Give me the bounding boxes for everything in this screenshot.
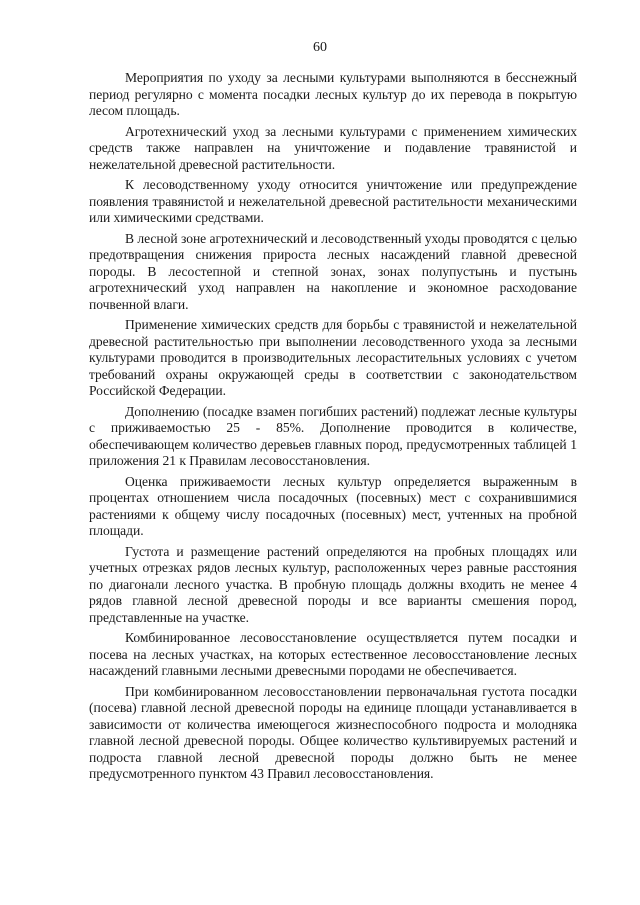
document-body [89, 70, 577, 787]
paragraph-7: Оценка приживаемости лесных культур определяется выраженным в процентах отношением числа посадочных (посевных) мест с сохранившимися растениями к общему числу посадочных (посевных) мест, учтенных на пробной площади. [89, 473, 577, 538]
paragraph-9: Комбинированное лесовосстановление осуществляется путем посадки и посева на лесных участках, на которых естественное лесовосстановление лесных насаждений главными лесными древесными породами не обеспечивается. [89, 630, 577, 678]
paragraph-1: Мероприятия по уходу за лесными культурами выполняются в бесснежный период регулярно с момента посадки лесных культур до их перевода в покрытую лесом площадь. [89, 70, 577, 118]
paragraph-4: В лесной зоне агротехнический и лесоводственный уходы проводятся с целью предотвращения снижения прироста лесных насаждений главной древесной породы. В лесостепной и степной зонах, зонах полупустынь и пустынь агротехнический уход направлен на накопление и экономное расходование почвенной влаги. [89, 230, 577, 312]
page-number: 60 [313, 40, 327, 55]
paragraph-8: Густота и размещение растений определяются на пробных площадях или учетных отрезках рядов лесных культур, расположенных через равные расстояния по диагонали лесного участка. В пробную площадь должны входить не менее 4 рядов главной лесной древесной породы и все варианты смешения пород, представленные на участке. [89, 543, 577, 625]
paragraph-2: Агротехнический уход за лесными культурами с применением химических средств также направлен на уничтожение и подавление травянистой и нежелательной древесной растительности. [89, 123, 577, 172]
paragraph-6: Дополнению (посадке взамен погибших растений) подлежат лесные культуры с приживаемостью 25 - 85%. Дополнение проводится в количестве, обеспечивающем количество деревьев главных пород, предусмотренных таблицей 1 приложения 21 к Правилам лесовосстановления. [89, 403, 577, 468]
paragraph-10: При комбинированном лесовосстановлении первоначальная густота посадки (посева) главной лесной древесной породы на единице площади устанавливается в зависимости от количества имеющегося жизнеспособного подроста и молодняка главной лесной древесной породы. Общее количество культивируемых растений и подроста главной лесной древесной породы должно быть не менее предусмотренного пунктом 43 Правил лесовосстановления. [89, 683, 577, 781]
paragraph-5: Применение химических средств для борьбы с травянистой и нежелательной древесной растительностью при выполнении лесоводственного ухода за лесными культурами проводится в производительных лесорастительных условиях с учетом требований охраны окружающей среды в соответствии с законодательством Российской Федерации. [89, 317, 577, 398]
paragraph-3: К лесоводственному уходу относится уничтожение или предупреждение появления травянистой и нежелательной древесной растительности механическими или химическими средствами. [89, 177, 577, 225]
